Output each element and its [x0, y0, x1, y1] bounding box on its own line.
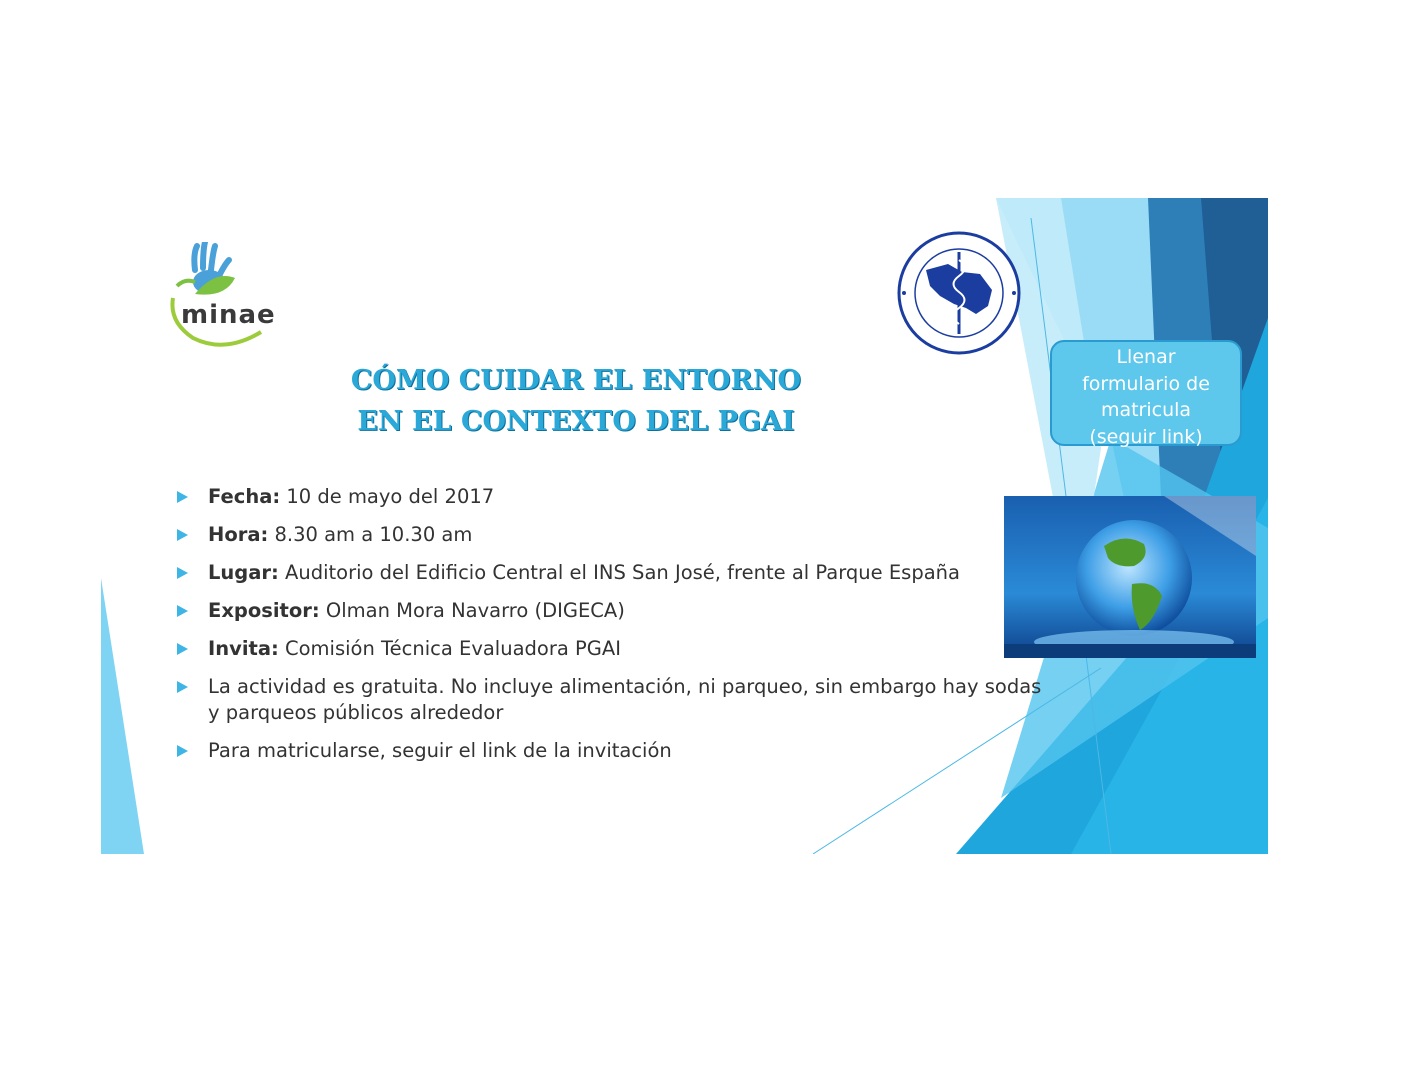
note-line-1: Para matricularse, seguir el link de la invitación	[208, 739, 672, 762]
cta-line-4: (seguir link)	[1089, 425, 1203, 448]
bullet-arrow-icon	[177, 605, 188, 617]
detail-label: Expositor:	[208, 599, 320, 622]
ministerio-salud-seal-icon	[896, 230, 1022, 356]
bullet-arrow-icon	[177, 643, 188, 655]
list-item	[177, 484, 1057, 510]
bullet-arrow-icon	[177, 681, 188, 693]
cta-line-3: matricula	[1100, 399, 1192, 421]
detail-value: Auditorio del Edificio Central el INS San José, frente al Parque España	[278, 561, 960, 584]
event-details-list	[177, 484, 1057, 776]
detail-value: Olman Mora Navarro (DIGECA)	[319, 599, 625, 622]
registration-form-button[interactable]	[1050, 340, 1242, 446]
note-line-2: y parqueos públicos alrededor	[208, 701, 504, 724]
title-line-1: CÓMO CUIDAR EL ENTORNO	[350, 365, 802, 396]
detail-label: Invita:	[208, 637, 279, 660]
list-item	[177, 598, 1057, 624]
cta-line-2: formulario de	[1082, 372, 1210, 395]
list-item	[177, 522, 1057, 548]
note-line-1: La actividad es gratuita. No incluye alimentación, ni parqueo, sin embargo hay sodas	[208, 675, 1042, 698]
detail-label: Fecha:	[208, 485, 281, 508]
title-line-2: EN EL CONTEXTO DEL PGAI	[357, 406, 795, 437]
list-item	[177, 674, 1057, 726]
list-item	[177, 738, 1057, 764]
slide-title	[331, 360, 821, 442]
detail-value: 10 de mayo del 2017	[280, 485, 495, 508]
ministerio-salud-logo	[896, 230, 1022, 356]
minae-wordmark: minae	[181, 300, 276, 330]
detail-label: Lugar:	[208, 561, 279, 584]
cta-line-1: Llenar	[1116, 346, 1176, 368]
list-item	[177, 560, 1057, 586]
slide	[101, 198, 1268, 854]
detail-value: 8.30 am a 10.30 am	[268, 523, 473, 546]
minae-logo	[165, 242, 301, 350]
detail-label: Hora:	[208, 523, 269, 546]
bullet-arrow-icon	[177, 491, 188, 503]
list-item	[177, 636, 1057, 662]
bullet-arrow-icon	[177, 745, 188, 757]
bullet-arrow-icon	[177, 529, 188, 541]
minae-hand-icon	[165, 242, 301, 350]
bullet-arrow-icon	[177, 567, 188, 579]
detail-value: Comisión Técnica Evaluadora PGAI	[278, 637, 621, 660]
